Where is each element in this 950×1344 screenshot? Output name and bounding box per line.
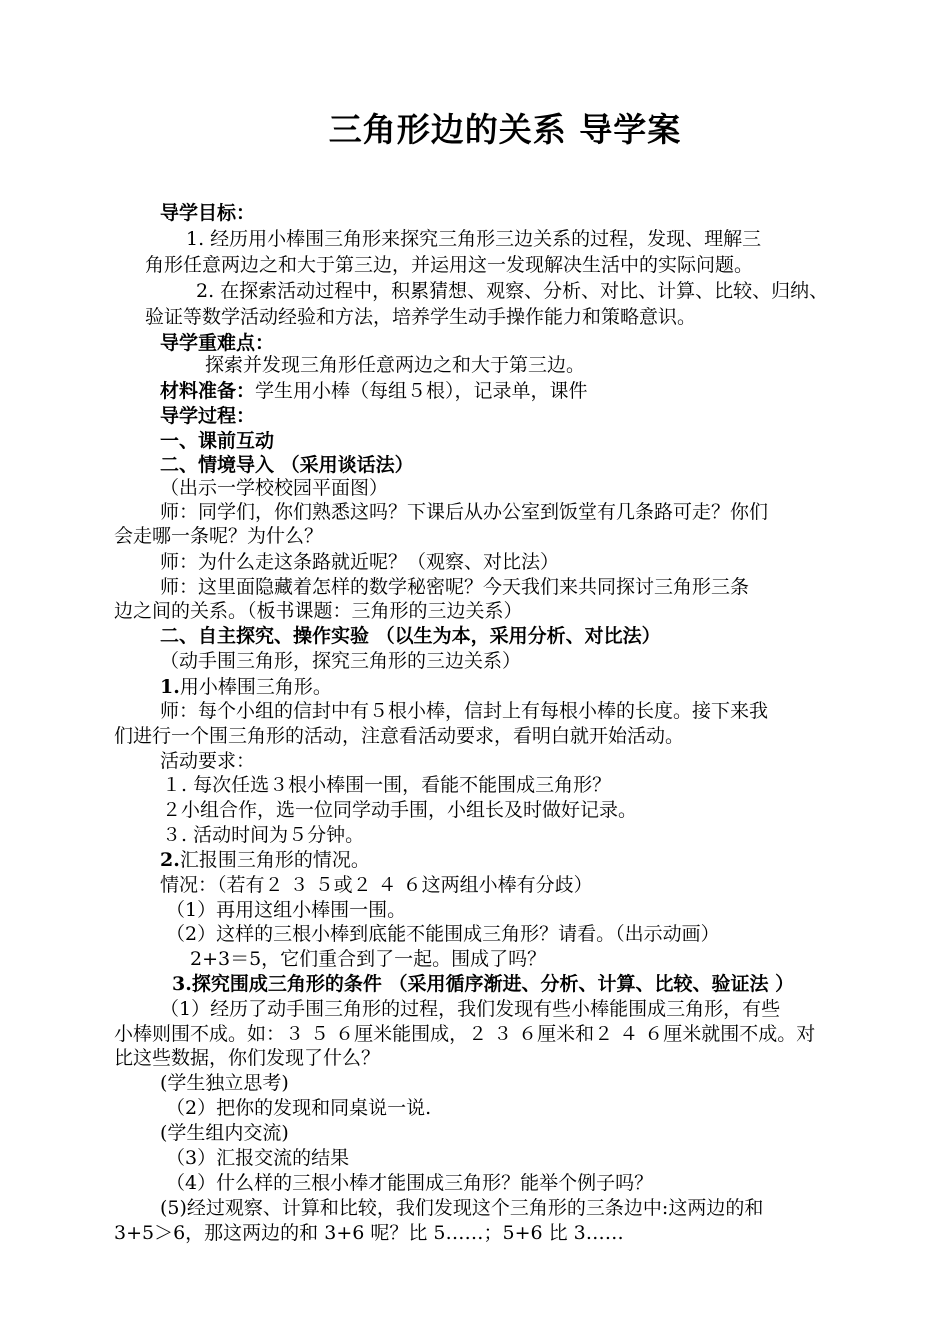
materials-label: 材料准备： (160, 380, 256, 402)
paragraph-line: 活动要求： (160, 750, 256, 772)
list-item: １. 每次任选３根小棒围一围，看能不能围成三角形？ (162, 774, 612, 796)
paragraph-line: 比这些数据，你们发现了什么？ (114, 1047, 381, 1069)
paragraph-line: 师：为什么走这条路就近呢？（观察、对比法） (160, 551, 560, 573)
paragraph-line: 2. 在探索活动过程中，积累猜想、观察、分析、对比、计算、比较、归纳、 (196, 280, 829, 302)
paragraph-line: 边之间的关系。（板书课题：三角形的三边关系） (114, 600, 523, 622)
paragraph-line: 1. 经历用小棒围三角形来探究三角形三边关系的过程，发现、理解三 (186, 228, 762, 250)
section-heading-difficulties: 导学重难点： (160, 332, 275, 354)
paragraph-line: 师：每个小组的信封中有５根小棒，信封上有每根小棒的长度。接下来我 (160, 700, 769, 722)
paragraph-line: (学生独立思考) (160, 1072, 289, 1094)
list-item: ２小组合作，选一位同学动手围，小组长及时做好记录。 (162, 799, 638, 821)
step-heading (160, 847, 370, 873)
paragraph-line: 会走哪一条呢？为什么？ (114, 525, 324, 547)
paragraph-line: 角形任意两边之和大于第三边，并运用这一发现解决生活中的实际问题。 (145, 254, 754, 276)
section-heading: 一、课前互动 (160, 430, 275, 452)
materials-text: 学生用小棒（每组５根），记录单，课件 (255, 380, 588, 402)
paragraph-line: （4）什么样的三根小棒才能围成三角形？能举个例子吗？ (166, 1172, 654, 1194)
section-heading: 二、情境导入 （采用谈话法） (160, 454, 414, 476)
paragraph-line: （2）把你的发现和同桌说一说. (166, 1097, 432, 1119)
paragraph-line: （出示一学校校园平面图） (160, 477, 389, 499)
paragraph-line: （3）汇报交流的结果 (166, 1147, 350, 1169)
section-heading: 二、自主探究、操作实验 （以生为本，采用分析、对比法） (160, 625, 661, 647)
paragraph-line: 验证等数学活动经验和方法，培养学生动手操作能力和策略意识。 (145, 306, 697, 328)
step-title: 汇报围三角形的情况。 (179, 849, 370, 871)
paragraph-line: 情况：（若有２ ３ ５或２ ４ ６这两组小棒有分歧） (160, 874, 593, 896)
paragraph-line: （动手围三角形，探究三角形的三边关系） (160, 650, 522, 672)
paragraph-line: 2+3＝5，它们重合到了一起。围成了吗？ (190, 948, 547, 970)
step-heading (160, 674, 332, 700)
paragraph-line: (5)经过观察、计算和比较，我们发现这个三角形的三条边中:这两边的和 (160, 1197, 764, 1219)
step-heading: 3.探究围成三角形的条件 （采用循序渐进、分析、计算、比较、验证法 ） (172, 973, 795, 995)
materials-line (160, 378, 588, 404)
paragraph-line: （1）再用这组小棒围一围。 (166, 899, 407, 921)
paragraph-line: 师：同学们，你们熟悉这吗？下课后从办公室到饭堂有几条路可走？你们 (160, 501, 769, 523)
paragraph-line: （1）经历了动手围三角形的过程，我们发现有些小棒能围成三角形，有些 (160, 998, 781, 1020)
paragraph-line: 3+5＞6，那这两边的和 3+6 呢？比 5……；5+6 比 3…… (114, 1222, 624, 1244)
paragraph-line: 们进行一个围三角形的活动，注意看活动要求，看明白就开始活动。 (114, 725, 685, 747)
step-number: 1. (160, 676, 180, 698)
paragraph-line: (学生组内交流) (160, 1122, 289, 1144)
step-title: 用小棒围三角形。 (179, 676, 332, 698)
paragraph-line: （2）这样的三根小棒到底能不能围成三角形？请看。（出示动画） (166, 923, 720, 945)
paragraph-line: 师：这里面隐藏着怎样的数学秘密呢？今天我们来共同探讨三角形三条 (160, 576, 750, 598)
paragraph-line: 探索并发现三角形任意两边之和大于第三边。 (205, 354, 586, 376)
paragraph-line: 小棒则围不成。如：３ ５ ６厘米能围成，２ ３ ６厘米和２ ４ ６厘米就围不成。对 (114, 1023, 816, 1045)
document-title: 三角形边的关系 导学案 (328, 110, 682, 149)
section-heading-goals: 导学目标： (160, 202, 256, 224)
section-heading-process: 导学过程： (160, 405, 256, 427)
list-item: ３. 活动时间为５分钟。 (162, 824, 365, 846)
step-number: 2. (160, 849, 180, 871)
